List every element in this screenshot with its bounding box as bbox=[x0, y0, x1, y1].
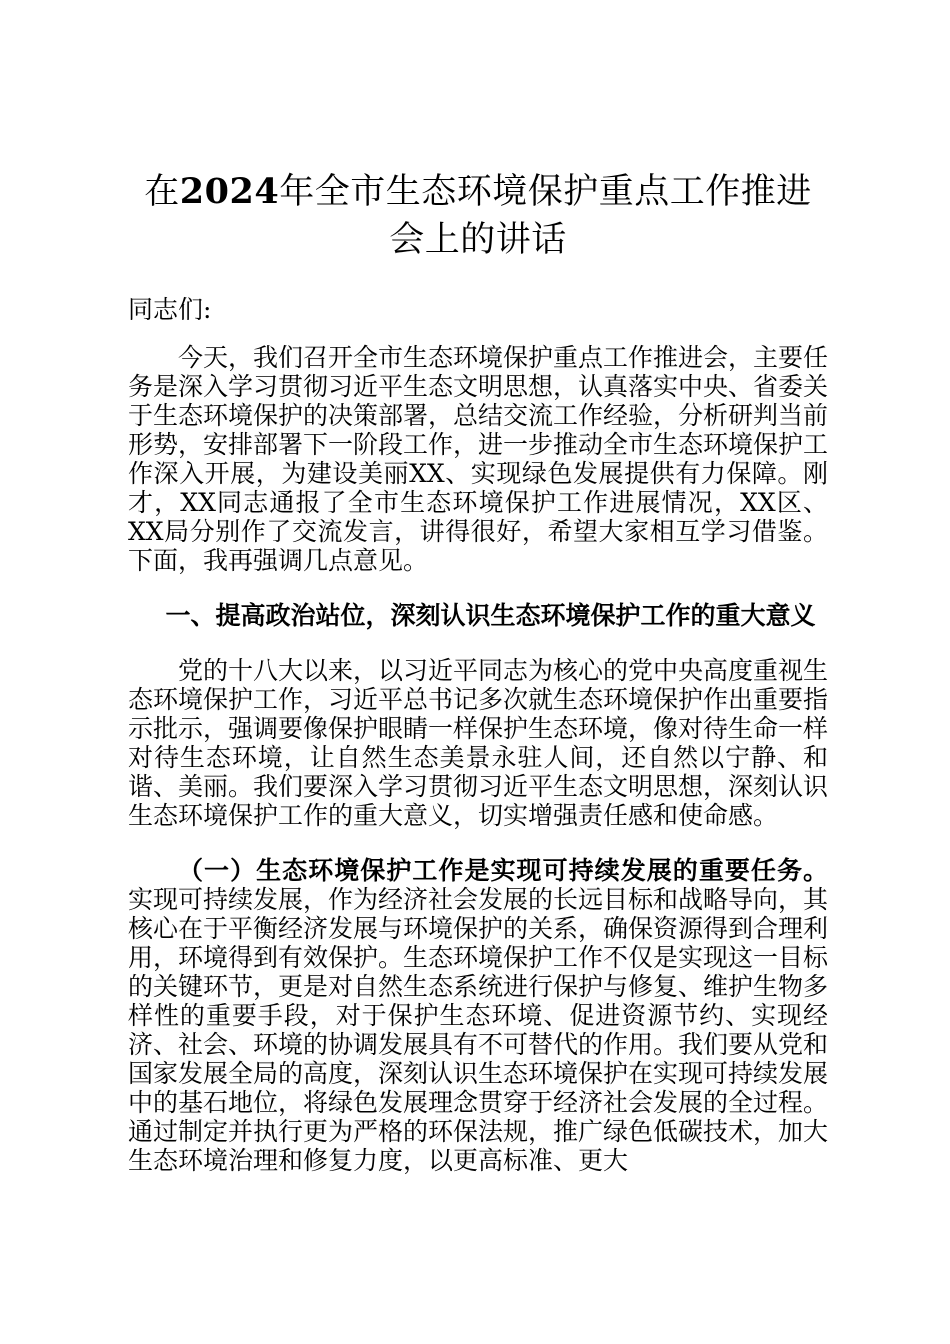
section-1-heading: 一、提高政治站位，深刻认识生态环境保护工作的重大意义 bbox=[165, 601, 816, 630]
intro-paragraph: 今天，我们召开全市生态环境保护重点工作推进会，主要任务是深入学习贯彻习近平生态文明思想，认真落实中央、省委关于生态环境保护的决策部署，总结交流工作经验，分析研判当前形势，安排部署下一阶段工作，进一步推动全市生态环境保护工作深入开展，为建设美丽XX、实现绿色发展提供有力保障。刚才，XX同志通报了全市生态环境保护工作进展情况，XX区、XX局分别作了交流发言，讲得很好，希望大家相互学习借鉴。下面，我再强调几点意见。 bbox=[128, 343, 829, 575]
subsection-1-lead: （一）生态环境保护工作是实现可持续发展的重要任务。 bbox=[178, 856, 828, 885]
subsection-1-paragraph bbox=[128, 856, 828, 1175]
title-year: 2024 bbox=[179, 171, 280, 212]
section-1-paragraph: 党的十八大以来，以习近平同志为核心的党中央高度重视生态环境保护工作，习近平总书记多次就生态环境保护作出重要指示批示，强调要像保护眼睛一样保护生态环境，像对待生命一样对待生态环境，让自然生态美景永驻人间，还自然以宁静、和谐、美丽。我们要深入学习贯彻习近平生态文明思想，深刻认识生态环境保护工作的重大意义，切实增强责任感和使命感。 bbox=[128, 656, 829, 830]
subsection-1-body: 实现可持续发展，作为经济社会发展的长远目标和战略导向，其核心在于平衡经济发展与环境保护的关系，确保资源得到合理利用，环境得到有效保护。生态环境保护工作不仅是实现这一目标的关键环节，更是对自然生态系统进行保护与修复、维护生物多样性的重要手段，对于保护生态环境、促进资源节约、实现经济、社会、环境的协调发展具有不可替代的作用。我们要从党和国家发展全局的高度，深刻认识生态环境保护在实现可持续发展中的基石地位，将绿色发展理念贯穿于经济社会发展的全过程。通过制定并执行更为严格的环保法规，推广绿色低碳技术，加大生态环境治理和修复力度，以更高标准、更大 bbox=[128, 885, 829, 1175]
document-title bbox=[128, 168, 828, 264]
title-rest: 年全市生态环境保护重点工作推进会上的讲话 bbox=[279, 172, 812, 260]
salutation: 同志们: bbox=[128, 295, 212, 324]
document-page bbox=[128, 168, 828, 1201]
title-prefix: 在 bbox=[144, 172, 180, 212]
